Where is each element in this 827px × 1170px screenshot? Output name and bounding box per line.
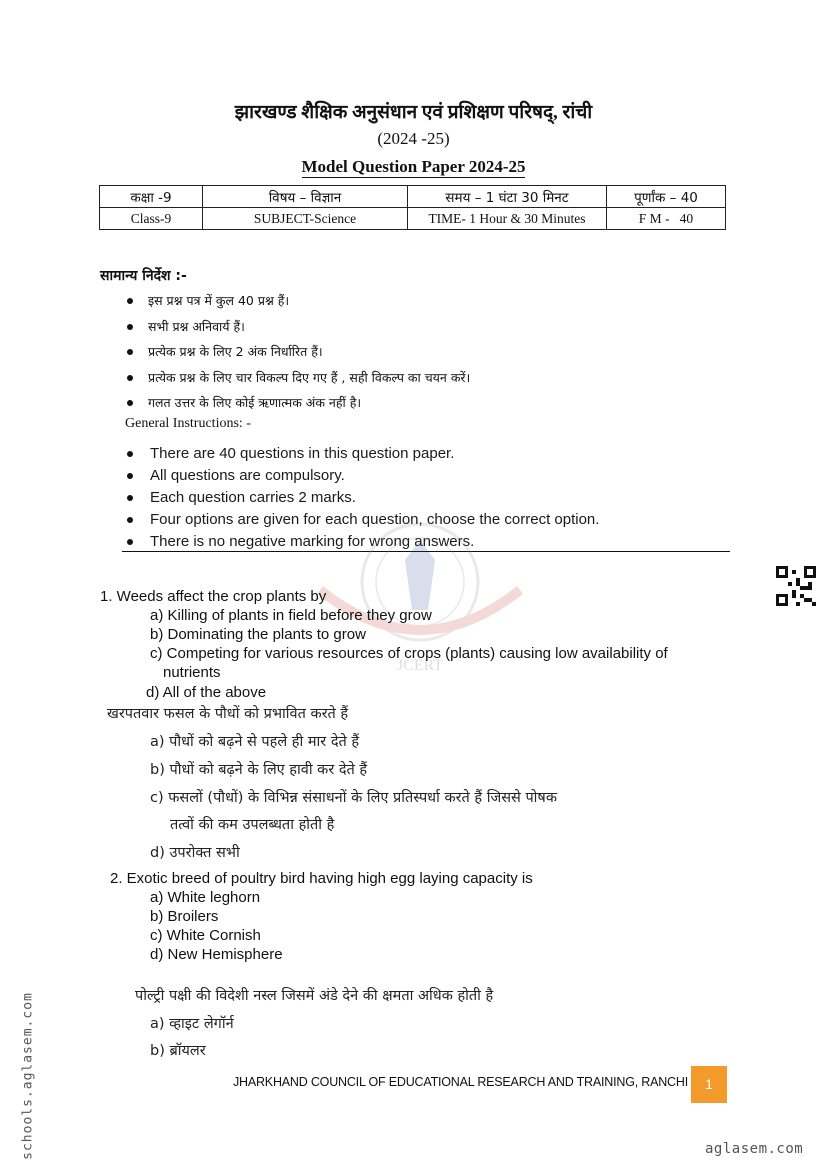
qr-module [808, 582, 812, 590]
instruction-english-item: There is no negative marking for wrong answers. [100, 531, 599, 553]
q2-option-b-hindi: b) ब्रॉयलर [150, 1043, 206, 1059]
instruction-english-item: Four options are given for each question, choose the correct option. [100, 509, 599, 531]
paper-title-text: Model Question Paper 2024-25 [301, 157, 526, 176]
instruction-english-item: There are 40 questions in this question paper. [100, 443, 599, 465]
instruction-hindi-item: गलत उत्तर के लिए कोई ऋणात्मक अंक नहीं है। [100, 392, 470, 418]
general-instructions-hindi-title: सामान्य निर्देश :- [100, 268, 187, 284]
time-english-cell: TIME- 1 Hour & 30 Minutes [408, 208, 607, 230]
instruction-hindi-item: सभी प्रश्न अनिवार्य हैं। [100, 316, 470, 342]
q2-option-a-english: a) White leghorn [150, 889, 261, 906]
q1-option-d-english: d) All of the above [146, 684, 267, 701]
marks-english-cell: F M - 40 [607, 208, 726, 230]
q1-text-english: 1. Weeds affect the crop plants by [100, 588, 327, 605]
q2-option-a-hindi: a) व्हाइट लेगॉर्न [150, 1016, 234, 1032]
qr-module [800, 594, 804, 598]
page-number-badge: 1 [691, 1066, 727, 1103]
subject-english-cell: SUBJECT-Science [203, 208, 408, 230]
paper-title [0, 157, 827, 177]
instruction-english-item: All questions are compulsory. [100, 465, 599, 487]
q1-option-c-hindi-cont: तत्वों की कम उपलब्धता होती है [170, 817, 335, 833]
instructions-hindi-list [100, 290, 470, 418]
q1-option-b-english: b) Dominating the plants to grow [150, 626, 366, 643]
marks-hindi-cell: पूर्णांक – 40 [607, 186, 726, 208]
q1-option-c-hindi: c) फसलों (पौधों) के विभिन्न संसाधनों के लिए प्रतिस्पर्धा करते हैं जिससे पोषक [150, 790, 557, 806]
instruction-hindi-item: प्रत्येक प्रश्न के लिए 2 अंक निर्धारित हैं। [100, 341, 470, 367]
qr-finder-gap [807, 569, 813, 575]
info-row-hindi [100, 186, 726, 208]
site-watermark-url: aglasem.com [705, 1141, 804, 1157]
q2-option-c-english: c) White Cornish [150, 927, 261, 944]
qr-module [800, 586, 808, 590]
q1-option-d-hindi: d) उपरोक्त सभी [150, 845, 240, 861]
instruction-hindi-item: इस प्रश्न पत्र में कुल 40 प्रश्न हैं। [100, 290, 470, 316]
instruction-hindi-item: प्रत्येक प्रश्न के लिए चार विकल्प दिए गए हैं , सही विकल्प का चयन करें। [100, 367, 470, 393]
q1-option-a-english: a) Killing of plants in field before they grow [150, 607, 432, 624]
general-instructions-english-title: General Instructions: - [125, 416, 251, 431]
footer-council-name: JHARKHAND COUNCIL OF EDUCATIONAL RESEARCH AND TRAINING, RANCHI [232, 1075, 688, 1089]
q1-text-hindi: खरपतवार फसल के पौधों को प्रभावित करते हैं [107, 706, 349, 722]
q2-option-d-english: d) New Hemisphere [150, 946, 283, 963]
q2-text-english: 2. Exotic breed of poultry bird having high egg laying capacity is [110, 870, 533, 887]
q2-option-b-english: b) Broilers [150, 908, 219, 925]
qr-module [792, 590, 796, 598]
info-row-english [100, 208, 726, 230]
time-hindi-cell: समय – 1 घंटा 30 मिनट [408, 186, 607, 208]
qr-code-icon [776, 566, 816, 606]
class-hindi-cell: कक्षा -9 [100, 186, 203, 208]
qr-module [796, 602, 800, 606]
instruction-english-item: Each question carries 2 marks. [100, 487, 599, 509]
q2-text-hindi: पोल्ट्री पक्षी की विदेशी नस्ल जिसमें अंडे देने की क्षमता अधिक होती है [135, 988, 494, 1004]
watermark-flame [405, 540, 435, 610]
qr-module [792, 570, 796, 574]
qr-module [788, 582, 792, 586]
qr-finder-gap [779, 569, 785, 575]
session-year: (2024 -25) [377, 129, 450, 148]
q1-option-b-hindi: b) पौधों को बढ़ने के लिए हावी कर देते हैं [150, 762, 368, 778]
subject-hindi-cell: विषय – विज्ञान [203, 186, 408, 208]
qr-finder-gap [779, 597, 785, 603]
qr-module [812, 602, 816, 606]
council-title-hindi: झारखण्ड शैक्षिक अनुसंधान एवं प्रशिक्षण परिषद्, रांची [234, 102, 593, 123]
q1-option-c-english-cont: nutrients [163, 664, 221, 681]
exam-info-table [99, 185, 726, 230]
watermark-text: JCERT [396, 657, 444, 674]
side-watermark-url: schools.aglasem.com [20, 992, 36, 1160]
class-english-cell: Class-9 [100, 208, 203, 230]
qr-module [804, 598, 812, 602]
qr-module [796, 578, 800, 586]
q1-option-a-hindi: a) पौधों को बढ़ने से पहले ही मार देते हैं [150, 734, 360, 750]
q1-option-c-english: c) Competing for various resources of crops (plants) causing low availability of [150, 645, 668, 662]
